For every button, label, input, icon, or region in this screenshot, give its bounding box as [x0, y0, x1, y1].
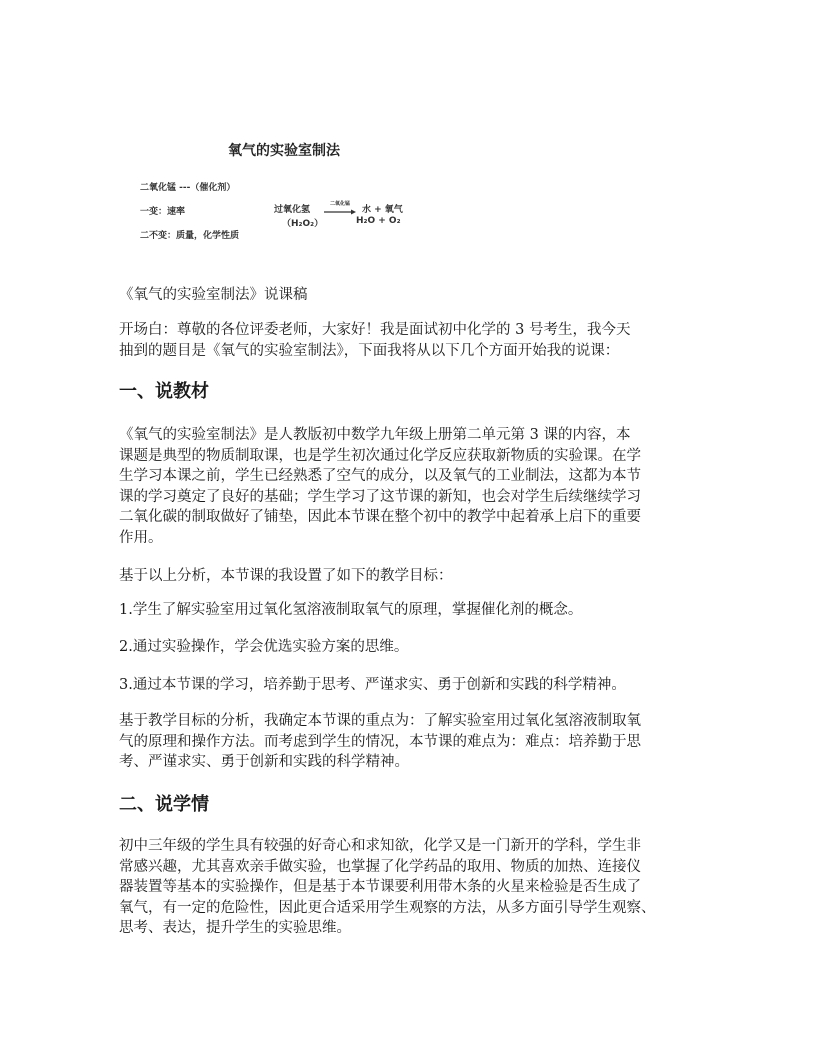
- goal-item-3: 3.通过本节课的学习，培养勤于思考、严谨求实、勇于创新和实践的科学精神。: [119, 677, 626, 693]
- paragraph-line: 课题是典型的物质制取课，也是学生初次通过化学反应获取新物质的实验课。在学: [119, 447, 641, 464]
- paragraph-line: 初中三年级的学生具有较强的好奇心和求知欲，化学又是一门新开的学科，学生非: [119, 838, 641, 854]
- paragraph-line: 思考、表达，提升学生的实验思维。: [119, 920, 351, 936]
- oxygen-preparation-figure: [128, 132, 428, 250]
- goals-intro: 基于以上分析，本节课的我设置了如下的教学目标：: [119, 568, 453, 584]
- paragraph-line: 基于教学目标的分析，我确定本节课的重点为：了解实验室用过氧化氢溶液制取氧: [119, 713, 641, 729]
- reaction-equation: [274, 202, 424, 236]
- paragraph-line: 氧气，有一定的危险性，因此更合适采用学生观察的方法，从多方面引导学生观察、: [119, 899, 656, 916]
- paragraph-line: 常感兴趣，尤其喜欢亲手做实验，也掌握了化学药品的取用、物质的加热、连接仪: [119, 858, 641, 875]
- figure-catalyst-line: 二氧化锰 ---（催化剂）: [140, 183, 236, 193]
- paragraph-line: 课的学习奠定了良好的基础；学生学习了这节课的新知，也会对学生后续继续学习: [119, 488, 641, 505]
- products-formulas: H₂O + O₂: [356, 216, 401, 226]
- document-title: 《氧气的实验室制法》说课稿: [119, 287, 308, 303]
- student-situation-paragraph: [119, 836, 699, 939]
- reactant-formula: （H₂O₂）: [282, 219, 324, 229]
- paragraph-line: 气的原理和操作方法。而考虑到学生的情况，本节课的难点为：难点：培养勤于思: [119, 733, 641, 750]
- teaching-material-paragraph: [119, 425, 699, 548]
- paragraph-line: 考、严谨求实、勇于创新和实践的科学精神。: [119, 754, 409, 770]
- products-names: 水 + 氧气: [362, 205, 403, 215]
- opening-paragraph: [119, 320, 699, 361]
- goal-item-2: 2.通过实验操作，学会优选实验方案的思维。: [119, 639, 409, 655]
- reactant-name: 过氧化氢: [274, 205, 311, 215]
- paragraph-line: 生学习本课之前，学生已经熟悉了空气的成分，以及氧气的工业制法，这都为本节: [119, 468, 641, 484]
- section-heading-student-situation: 二、说学情: [119, 794, 209, 815]
- paragraph-line: 二氧化碳的制取做好了铺垫，因此本节课在整个初中的教学中起着承上启下的重要: [119, 509, 641, 525]
- paragraph-line: 开场白：尊敬的各位评委老师，大家好！我是面试初中化学的 3 号考生，我今天: [119, 322, 631, 338]
- catalyst-label: 二氧化锰: [330, 201, 351, 207]
- key-points-paragraph: [119, 711, 699, 773]
- paragraph-line: 抽到的题目是《氧气的实验室制法》，下面我将从以下几个方面开始我的说课：: [119, 342, 620, 359]
- paragraph-line: 《氧气的实验室制法》是人教版初中数学九年级上册第二单元第 3 课的内容，本: [119, 427, 631, 443]
- figure-change-line: 一变：速率: [140, 207, 186, 217]
- paragraph-line: 器装置等基本的实验操作，但是基于本节课要利用带木条的火星来检验是否生成了: [119, 879, 641, 895]
- goal-item-1: 1.学生了解实验室用过氧化氢溶液制取氧气的原理，掌握催化剂的概念。: [119, 602, 583, 618]
- section-heading-teaching-material: 一、说教材: [119, 381, 209, 402]
- figure-no-change-line: 二不变：质量，化学性质: [140, 231, 240, 241]
- figure-title: 氧气的实验室制法: [228, 143, 340, 159]
- reaction-arrow-icon: [324, 208, 356, 216]
- paragraph-line: 作用。: [119, 529, 163, 546]
